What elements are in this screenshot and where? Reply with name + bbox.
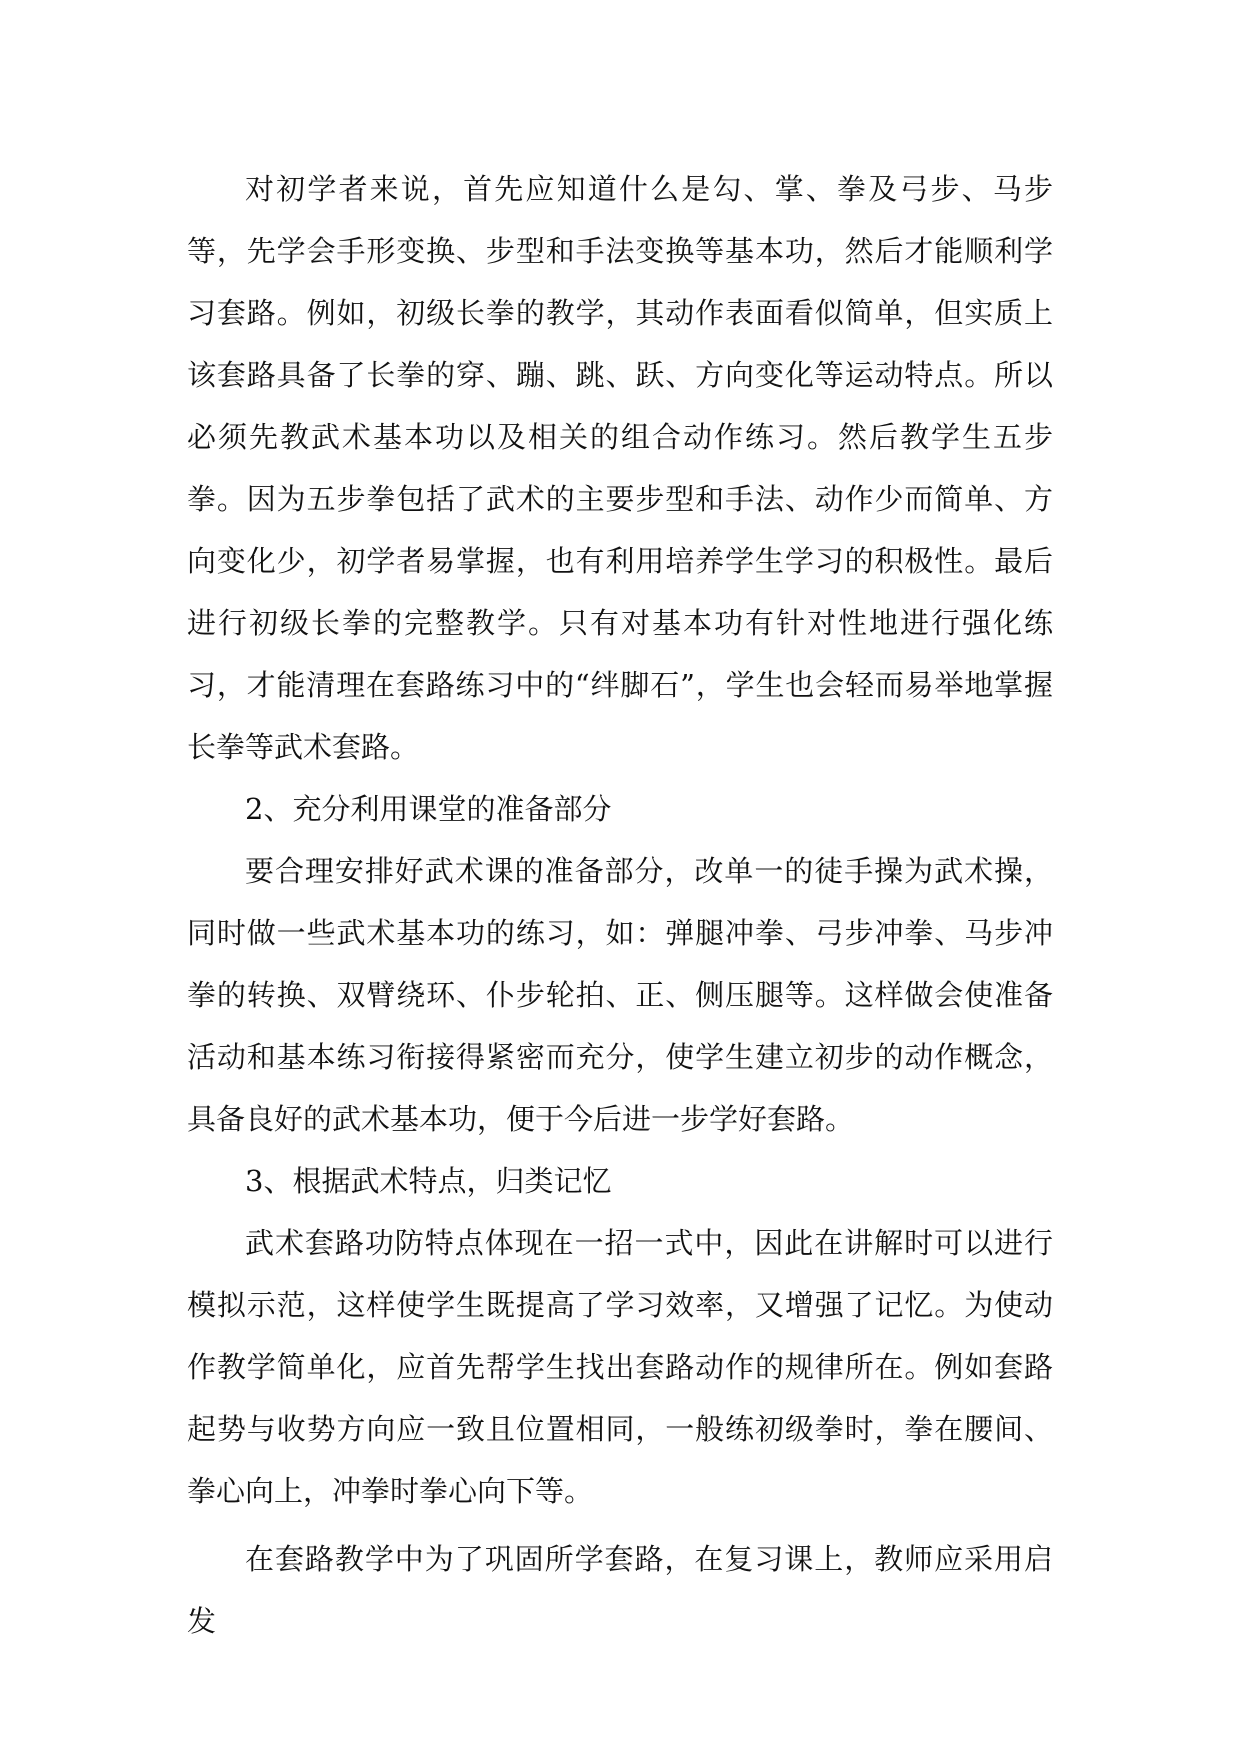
body-paragraph: 在套路教学中为了巩固所学套路，在复习课上，教师应采用启发 [187, 1542, 1053, 1638]
document-page [187, 158, 1053, 1652]
body-paragraph: 要合理安排好武术课的准备部分，改单一的徒手操为武术操，同时做一些武术基本功的练习，如：弹腿冲拳、弓步冲拳、马步冲拳的转换、双臂绕环、仆步轮拍、正、侧压腿等。这样做会使准备活动和基本练习衔接得紧密而充分，使学生建立初步的动作概念，具备良好的武术基本功，便于今后进一步学好套路。 [187, 854, 1053, 1136]
body-paragraph: 对初学者来说，首先应知道什么是勾、掌、拳及弓步、马步等，先学会手形变换、步型和手法变换等基本功，然后才能顺利学习套路。例如，初级长拳的教学，其动作表面看似简单，但实质上该套路具备了长拳的穿、蹦、跳、跃、方向变化等运动特点。所以必须先教武术基本功以及相关的组合动作练习。然后教学生五步拳。因为五步拳包括了武术的主要步型和手法、动作少而简单、方向变化少，初学者易掌握，也有利用培养学生学习的积极性。最后进行初级长拳的完整教学。只有对基本功有针对性地进行强化练习，才能清理在套路练习中的“绊脚石”，学生也会轻而易举地掌握长拳等武术套路。 [187, 172, 1053, 764]
section-heading: 2、充分利用课堂的准备部分 [245, 792, 612, 826]
body-paragraph: 武术套路功防特点体现在一招一式中，因此在讲解时可以进行模拟示范，这样使学生既提高了学习效率，又增强了记忆。为使动作教学简单化，应首先帮学生找出套路动作的规律所在。例如套路起势与收势方向应一致且位置相同，一般练初级拳时，拳在腰间、拳心向上，冲拳时拳心向下等。 [187, 1226, 1053, 1508]
section-heading: 3、根据武术特点，归类记忆 [245, 1164, 612, 1198]
